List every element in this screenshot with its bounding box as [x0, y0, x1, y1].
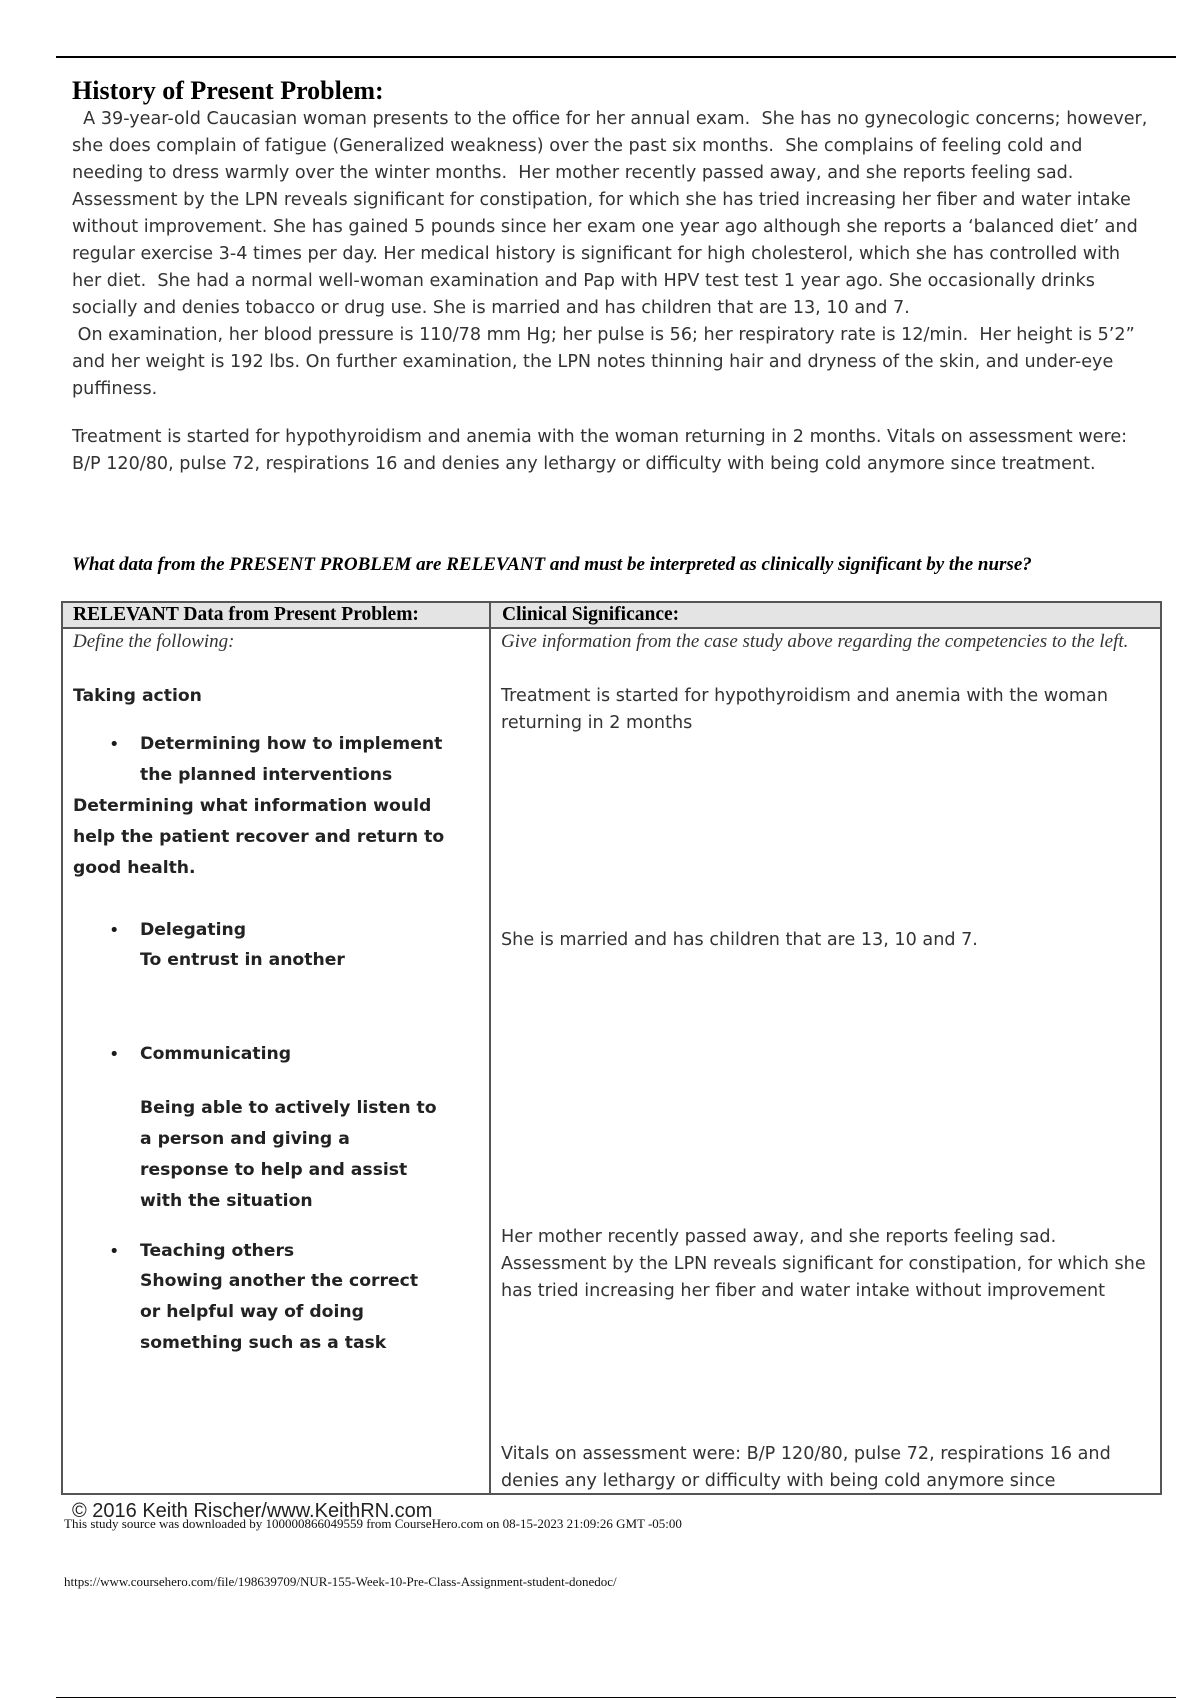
- source-url: https://www.coursehero.com/file/198639709/NUR-155-Week-10-Pre-Class-Assignment-student-donedoc/: [64, 1574, 617, 1589]
- top-rule: [56, 56, 1176, 58]
- copyright-notice: © 2016 Keith Rischer/www.KeithRN.com: [72, 1500, 433, 1522]
- teaching-definition: Showing another the correct or helpful way of doing something such as a task: [140, 1271, 419, 1353]
- significance-vitals: Vitals on assessment were: B/P 120/80, pulse 72, respirations 16 and denies any lethargy or difficulty with being cold anymore since: [501, 1444, 1111, 1491]
- relevant-data-table: [61, 601, 1162, 1495]
- history-paragraph: A 39-year-old Caucasian woman presents to the office for her annual exam. She has no gynecologic concerns; however, she does complain of fatigue (Generalized weakness) over the past six months. She complains of feeling cold and needing to dress warmly over the winter months. Her mother recently passed away, and she reports feeling sad. Assessment by the LPN reveals significant for constipation, for which she has tried increasing her fiber and water intake without improvement. She has gained 5 pounds since her exam one year ago although she reports a ‘balanced diet’ and regular exercise 3-4 times per day. Her medical history is significant for high cholesterol, which she has controlled with her diet. She had a normal well-woman examination and Pap with HPV test test 1 year ago. She occasionally drinks socially and denies tobacco or drug use. She is married and has children that are 13, 10 and 7. On examination, her blood pressure is 110/78 mm Hg; her pulse is 56; her respiratory rate is 12/min. Her height is 5’2” and her weight is 192 lbs. On further examination, the LPN notes thinning hair and dryness of the skin, and under-eye puffiness.: [72, 109, 1148, 399]
- bullet-glyph: •: [109, 735, 120, 755]
- bullet-implement-interventions: Determining how to implement the planned interventions: [140, 734, 443, 785]
- bullet-communicating-title: Communicating: [140, 1044, 292, 1064]
- right-intro: Give information from the case study above regarding the competencies to the left.: [501, 631, 1129, 652]
- bottom-rule: [56, 1697, 1176, 1698]
- page-heading: History of Present Problem:: [72, 76, 384, 105]
- recovery-information-text: Determining what information would help the patient recover and return to good health.: [73, 796, 445, 878]
- treatment-paragraph: Treatment is started for hypothyroidism and anemia with the woman returning in 2 months. Vitals on assessment were: B/P 120/80, pulse 72, respirations 16 and denies any lethargy or difficulty with being cold anymore since treatment.: [72, 427, 1128, 474]
- bullet-glyph: •: [109, 1242, 120, 1262]
- source-watermark: This study source was downloaded by 100000866049559 from CourseHero.com on 08-15-2023 21:09:26 GMT -05:00: [64, 1516, 682, 1531]
- question-prompt: What data from the PRESENT PROBLEM are RELEVANT and must be interpreted as clinically significant by the nurse?: [72, 554, 1032, 575]
- left-intro: Define the following:: [73, 631, 235, 652]
- column-divider: [489, 603, 491, 1493]
- header-clinical-significance: Clinical Significance:: [502, 604, 680, 625]
- bullet-glyph: •: [109, 1045, 120, 1065]
- table-header: [63, 603, 1160, 629]
- significance-family: She is married and has children that are 13, 10 and 7.: [501, 930, 978, 950]
- significance-mother-constipation: Her mother recently passed away, and she reports feeling sad. Assessment by the LPN reveals significant for constipation, for which she has tried increasing her fiber and water intake without improvement: [501, 1227, 1146, 1301]
- bullet-delegating-title: Delegating: [140, 920, 247, 940]
- significance-treatment: Treatment is started for hypothyroidism and anemia with the woman returning in 2 months: [501, 686, 1108, 733]
- communicating-definition: Being able to actively listen to a person and giving a response to help and assist with the situation: [140, 1098, 437, 1211]
- delegating-definition: To entrust in another: [140, 950, 345, 970]
- header-relevant-data: RELEVANT Data from Present Problem:: [73, 604, 419, 625]
- bullet-teaching-title: Teaching others: [140, 1241, 295, 1261]
- bullet-glyph: •: [109, 921, 120, 941]
- taking-action-label: Taking action: [73, 686, 202, 706]
